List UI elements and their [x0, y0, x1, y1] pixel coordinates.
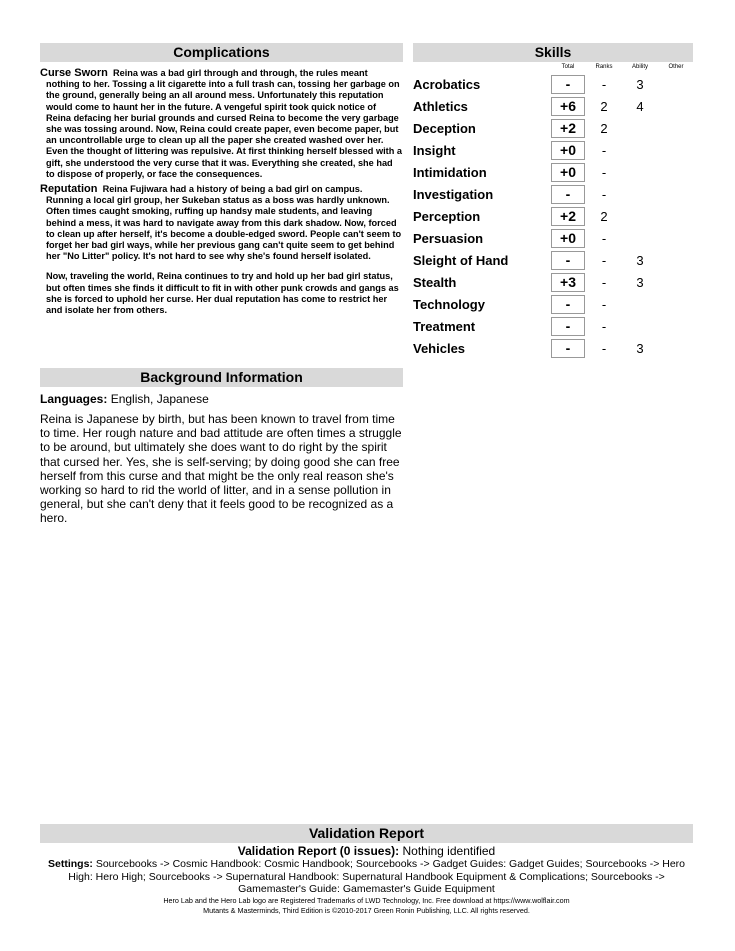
skill-name: Technology	[413, 297, 485, 312]
skill-row-investigation	[413, 185, 693, 205]
skill-ranks: -	[601, 165, 607, 180]
skill-name: Sleight of Hand	[413, 253, 509, 268]
complication-text: Reina Fujiwara had a history of being a bad girl on campus. Running a local girl group, her Sukeban status as a boss was hardly unknown. Often times caught smoking, ruffing up handsy male students, and leaving behind a mess, it was hard to navigate away from this dark shadow. Now, forced to clean up after herself, it's become a double-edged sword. People can't seem to forget her bad girl ways, while her previous gang can't quite seem to get behind her "No Litter" policy. It's not hard to see why she's found herself isolated.	[46, 184, 402, 262]
settings-value: Sourcebooks -> Cosmic Handbook: Cosmic Handbook; Sourcebooks -> Gadget Guides: Gadget Guides; Sourcebooks -> Hero High: Hero High; Sourcebooks -> Supernatural Handbook: Supernatural Handbook Equipment & Complications; Sourcebooks -> Gamemaster's Guide: Gamemaster's Guide Equipment	[68, 858, 686, 895]
skill-row-stealth	[413, 273, 693, 293]
skills-col-ranks: Ranks	[595, 64, 613, 70]
complications-header: Complications	[40, 43, 403, 62]
complication-entry	[40, 184, 402, 262]
skill-row-vehicles	[413, 339, 693, 359]
skill-total: -	[551, 75, 585, 94]
skill-total: +6	[551, 97, 585, 116]
skill-total: -	[551, 185, 585, 204]
skill-total: -	[551, 339, 585, 358]
skill-total: -	[551, 251, 585, 270]
skill-total: +2	[551, 119, 585, 138]
settings-label: Settings:	[47, 858, 93, 870]
skill-name: Insight	[413, 143, 456, 158]
background-story: Reina is Japanese by birth, but has been known to travel from time to time. Her rough nature and bad attitude are often times a struggle to be around, but ultimately she does want to do right by the spirit that cursed her. Yes, she is self-serving; by doing good she can free herself from this curse and that might be the only real reason she's working so hard to rid the world of litter, and in a sense pollution in general, but she can't deny that it feels good to be recognized as a hero.	[40, 412, 402, 526]
skill-total: +3	[551, 273, 585, 292]
skill-ability: 3	[636, 77, 644, 92]
complication-title: Reputation	[40, 183, 98, 196]
skill-name: Investigation	[413, 187, 494, 202]
languages-line	[40, 392, 402, 406]
skill-name: Stealth	[413, 275, 457, 290]
skill-total: -	[551, 317, 585, 336]
legal-line: Mutants & Masterminds, Third Edition is ©2010-2017 Green Ronin Publishing, LLC. All rights reserved.	[203, 905, 530, 915]
skill-ranks: -	[601, 143, 607, 158]
skill-total: +2	[551, 207, 585, 226]
skill-name: Persuasion	[413, 231, 484, 246]
skill-ability: 3	[636, 253, 644, 268]
skill-ranks: -	[601, 319, 607, 334]
skill-row-perception	[413, 207, 693, 227]
skill-ranks: 2	[600, 99, 608, 114]
skill-total: -	[551, 295, 585, 314]
skill-name: Deception	[413, 121, 476, 136]
complication-text: Reina was a bad girl through and through, the rules meant nothing to her. Tossing a lit cigarette into a full trash can, tossing her garbage on the ground, generally being an all around mess. Unfortunately this reputation would come to haunt her in the future. A vengeful spirit took quick notice of Reina defacing her burial grounds and cursed Reina to become the very garbage she was tossing around. Now, Reina could create paper, even become paper, but an uncontrollable urge to clean up all the paper she created washed over her. Even the thought of littering was repulsive. At first thinking herself blessed with a gift, she understood the very curse that it was. Everything she created, she had to dispose of properly, or face the consequences.	[46, 68, 402, 179]
skills-col-other: Other	[668, 64, 684, 70]
skill-name: Vehicles	[413, 341, 466, 356]
skill-row-insight	[413, 141, 693, 161]
skill-ranks: -	[601, 77, 607, 92]
skill-total: +0	[551, 163, 585, 182]
background-section	[40, 392, 402, 526]
settings-line	[40, 858, 693, 896]
validation-summary	[40, 844, 693, 858]
validation-title: Validation Report (0 issues):	[237, 844, 400, 858]
legal-notice	[40, 896, 693, 915]
skill-row-intimidation	[413, 163, 693, 183]
skills-header: Skills	[413, 43, 693, 62]
skill-row-deception	[413, 119, 693, 139]
skill-ranks: -	[601, 297, 607, 312]
skill-name: Perception	[413, 209, 481, 224]
skill-name: Athletics	[413, 99, 468, 114]
skill-total: +0	[551, 141, 585, 160]
skill-row-persuasion	[413, 229, 693, 249]
skill-ranks: -	[601, 231, 607, 246]
skill-name: Intimidation	[413, 165, 487, 180]
skill-name: Acrobatics	[413, 77, 481, 92]
languages-label: Languages:	[40, 392, 108, 406]
complications-section	[40, 68, 402, 316]
skill-ranks: -	[601, 253, 607, 268]
languages-value: English, Japanese	[110, 392, 209, 406]
skill-ranks: 2	[600, 209, 608, 224]
validation-header: Validation Report	[40, 824, 693, 843]
skill-row-treatment	[413, 317, 693, 337]
skill-row-athletics	[413, 97, 693, 117]
skill-ranks: -	[601, 187, 607, 202]
legal-line: Hero Lab and the Hero Lab logo are Registered Trademarks of LWD Technology, Inc. Free download at https://www.wolflair.com	[163, 896, 570, 905]
complication-title: Curse Sworn	[40, 67, 108, 79]
skill-ranks: 2	[600, 121, 608, 136]
skill-ranks: -	[601, 275, 607, 290]
skill-ability: 4	[636, 99, 644, 114]
background-header: Background Information	[40, 368, 403, 387]
skill-row-sleight-of-hand	[413, 251, 693, 271]
complication-text-continued: Now, traveling the world, Reina continues to try and hold up her bad girl status, but often times she finds it difficult to fit in with other punk crowds and gangs as she is forced to uphold her curse. Her dual reputation has come to restrict her and isolate her from others.	[46, 271, 399, 316]
skills-col-ability: Ability	[631, 64, 648, 70]
skill-name: Treatment	[413, 319, 476, 334]
skills-col-total: Total	[561, 64, 575, 70]
skill-row-acrobatics	[413, 75, 693, 95]
skill-ability: 3	[636, 341, 644, 356]
skill-total: +0	[551, 229, 585, 248]
skill-ranks: -	[601, 341, 607, 356]
validation-status: Nothing identified	[402, 844, 496, 858]
skill-row-technology	[413, 295, 693, 315]
complication-entry	[40, 68, 402, 180]
skill-ability: 3	[636, 275, 644, 290]
